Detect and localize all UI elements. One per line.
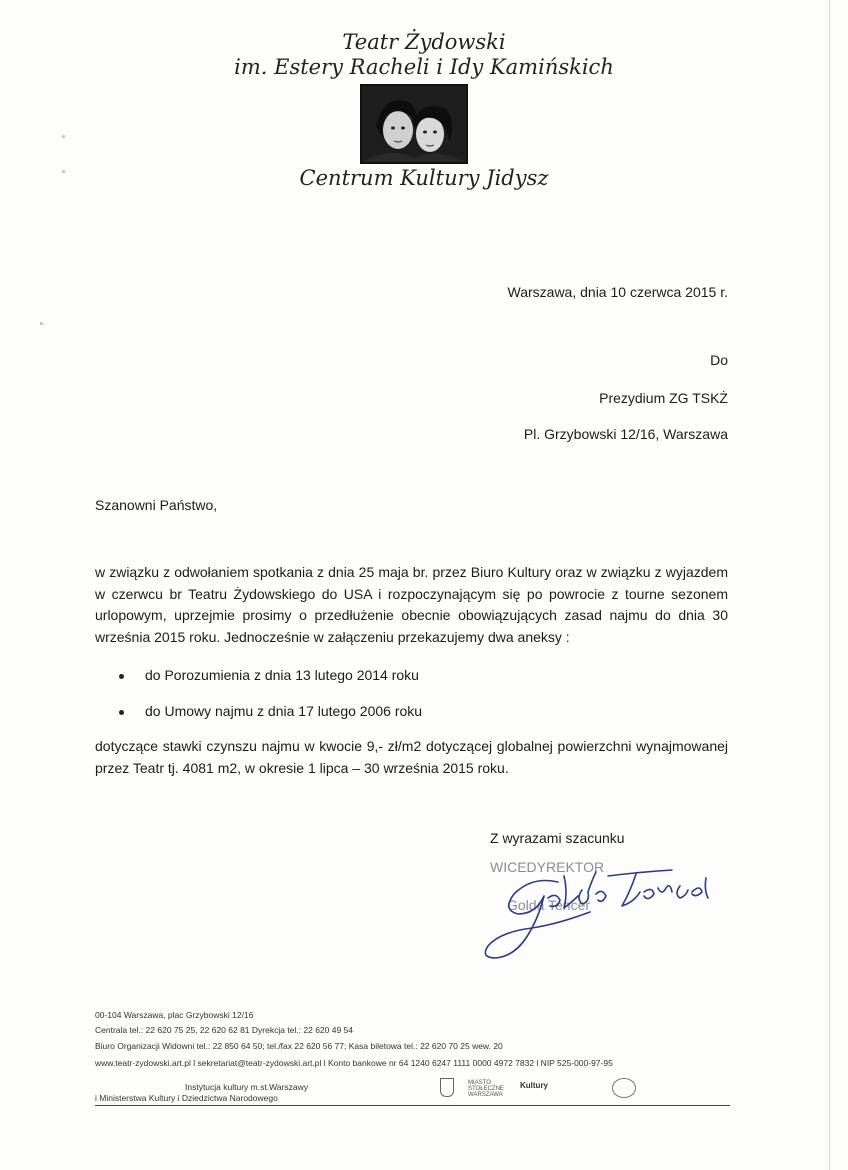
salutation: Szanowni Państwo, bbox=[95, 497, 218, 513]
place-and-date: Warszawa, dnia 10 czerwca 2015 r. bbox=[507, 284, 728, 300]
footer-divider bbox=[95, 1105, 730, 1106]
stamp-name: Golda Tencer bbox=[507, 897, 591, 913]
recipient-name: Prezydium ZG TSKŻ bbox=[599, 390, 728, 406]
two-faces-icon bbox=[362, 86, 466, 162]
body-paragraph: w związku z odwołaniem spotkania z dnia 25 maja br. przez Biuro Kultury oraz w związku z wyjazdem w czerwcu br Teatru Żydowskiego do USA i rozpoczynającym się po powrocie z tourne sezonem urlopowym, uprzejmie prosimy o przedłużenie obecnie obowiązujących zasad najmu do dnia 30 września 2015 roku. Jednocześnie w załączeniu przekazujemy dwa aneksy : bbox=[95, 564, 728, 645]
bullet-item: do Porozumienia z dnia 13 lutego 2014 roku bbox=[145, 667, 419, 683]
ministry-emblem-icon bbox=[612, 1078, 636, 1098]
bullet-icon bbox=[119, 674, 124, 679]
footer-web-and-bank: www.teatr-zydowski.art.pl l sekretariat@teatr-zydowski.art.pl l Konto bankowe nr 64 1240 6247 1111 0000 4972 7832 l NIP 525-000-97-95 bbox=[95, 1058, 613, 1068]
theatre-logo-portrait bbox=[360, 84, 468, 164]
recipient-address: Pl. Grzybowski 12/16, Warszawa bbox=[523, 426, 728, 442]
closing-paragraph: dotyczące stawki czynszu najmu w kwocie 9,- zł/m2 dotyczącej globalnej powierzchni wynajmowanej przez Teatr tj. 4081 m2, w okresie 1 lipca – 30 września 2015 roku. bbox=[95, 738, 728, 776]
letterhead-tagline: Centrum Kultury Jidysz bbox=[299, 166, 549, 190]
city-crest-icon bbox=[440, 1078, 454, 1097]
footer-phones: Centrala tel.: 22 620 75 25, 22 620 62 81 Dyrekcja tel.: 22 620 49 54 bbox=[95, 1025, 354, 1035]
ministry-logo-text: Kultury bbox=[520, 1081, 548, 1090]
footer-audience-office: Biuro Organizacji Widowni tel.: 22 850 64 50; tel./fax 22 620 56 77; Kasa biletowa tel.: 22 620 70 25 wew. 20 bbox=[95, 1041, 503, 1051]
bullet-item: do Umowy najmu z dnia 17 lutego 2006 roku bbox=[145, 703, 423, 719]
footer-address: 00-104 Warszawa, plac Grzybowski 12/16 bbox=[95, 1010, 254, 1020]
bullet-icon bbox=[119, 710, 124, 715]
letterhead-subtitle: im. Estery Racheli i Idy Kamińskich bbox=[234, 55, 614, 79]
recipient-to: Do bbox=[710, 352, 728, 368]
handwritten-signature bbox=[440, 862, 730, 962]
stamp-title: WICEDYREKTOR bbox=[490, 859, 605, 875]
sign-off: Z wyrazami szacunku bbox=[490, 830, 625, 846]
scan-speck bbox=[62, 135, 65, 138]
footer-institution-line2: i Ministerstwa Kultury i Dziedzictwa Narodowego bbox=[95, 1093, 278, 1103]
city-logo-text: MIASTO STOŁECZNE WARSZAWA bbox=[468, 1080, 504, 1098]
letterhead-title: Teatr Żydowski bbox=[342, 30, 506, 54]
footer-institution-line1: Instytucja kultury m.st.Warszawy bbox=[185, 1082, 308, 1092]
scan-speck bbox=[40, 322, 43, 325]
